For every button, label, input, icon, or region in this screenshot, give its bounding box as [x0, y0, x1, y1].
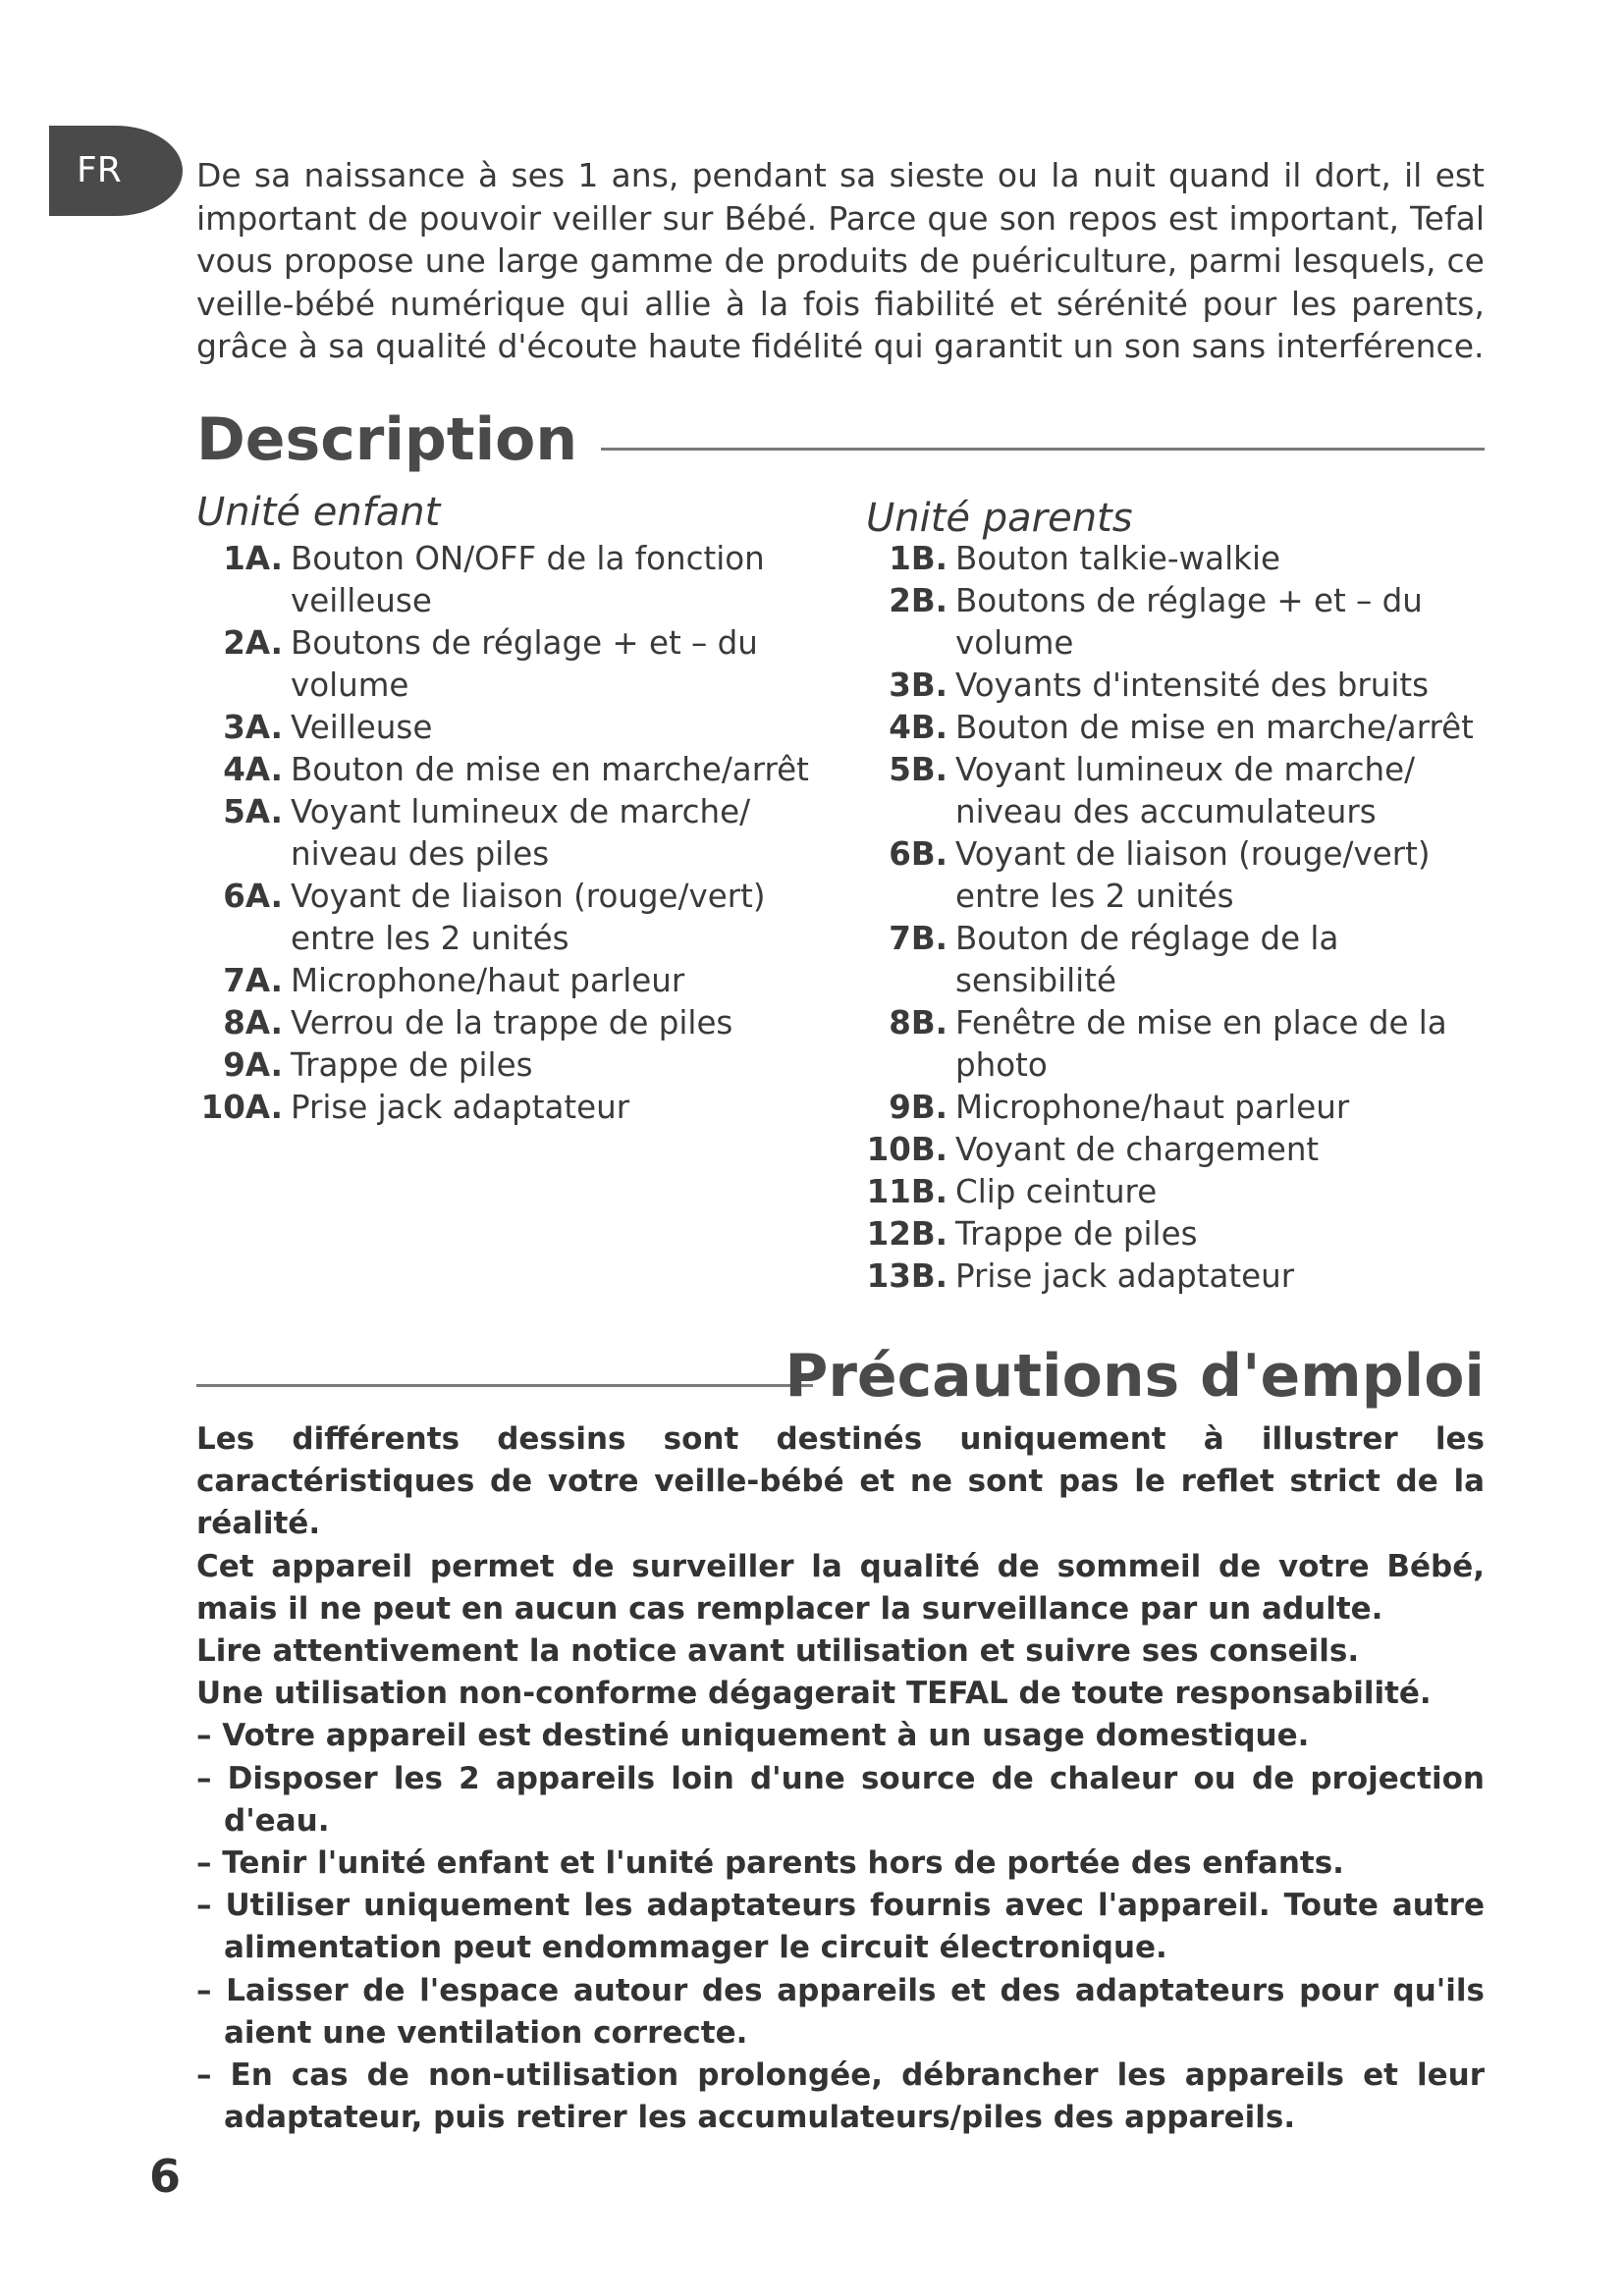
description-item — [196, 622, 825, 707]
description-item — [196, 749, 825, 791]
item-number: 11B. — [866, 1173, 947, 1210]
description-item — [859, 749, 1488, 833]
item-number: 10A. — [200, 1089, 283, 1126]
item-text: Voyant lumineux de marche/ niveau des accumulateurs — [955, 751, 1416, 830]
description-item — [196, 707, 825, 749]
description-item — [196, 538, 825, 622]
item-text: Bouton talkie-walkie — [955, 540, 1280, 577]
description-item — [859, 1213, 1488, 1255]
item-number: 13B. — [866, 1257, 947, 1295]
description-item — [196, 1044, 825, 1087]
description-rule — [601, 448, 1485, 451]
precautions-body — [196, 1418, 1485, 2139]
parent-unit-title: Unité parents — [866, 496, 1133, 541]
precaution-bullet: – Tenir l'unité enfant et l'unité parents hors de portée des enfants. — [196, 1845, 1344, 1882]
description-item — [859, 1129, 1488, 1171]
item-text: Microphone/haut parleur — [291, 962, 685, 999]
item-text: Veilleuse — [291, 709, 433, 746]
item-number: 6A. — [223, 878, 283, 915]
item-number: 4B. — [889, 709, 947, 746]
precautions-heading: Précautions d'emploi — [785, 1342, 1485, 1411]
description-heading: Description — [196, 405, 578, 474]
item-number: 3A. — [223, 709, 283, 746]
item-number: 5A. — [223, 793, 283, 830]
item-text: Voyant lumineux de marche/ niveau des piles — [291, 793, 751, 873]
precaution-paragraph: Une utilisation non-conforme dégagerait TEFAL de toute responsabilité. — [196, 1676, 1432, 1712]
item-number: 3B. — [889, 667, 947, 704]
item-text: Bouton de mise en marche/arrêt — [291, 751, 809, 788]
description-item — [859, 1255, 1488, 1298]
parent-unit-list — [859, 538, 1488, 1298]
item-text: Bouton de mise en marche/arrêt — [955, 709, 1474, 746]
description-item — [859, 665, 1488, 707]
item-text: Prise jack adaptateur — [955, 1257, 1295, 1295]
precaution-paragraph: Lire attentivement la notice avant utilisation et suivre ses conseils. — [196, 1633, 1360, 1670]
item-number: 2A. — [223, 624, 283, 662]
description-item — [859, 1087, 1488, 1129]
precaution-bullet: – En cas de non-utilisation prolongée, débrancher les appareils et leur adaptateur, puis retirer les accumulateurs/piles des appareils. — [196, 2057, 1485, 2136]
description-item — [859, 707, 1488, 749]
precautions-rule — [196, 1384, 813, 1387]
item-text: Boutons de réglage + et – du volume — [955, 582, 1423, 662]
item-text: Voyants d'intensité des bruits — [955, 667, 1430, 704]
description-item — [196, 876, 825, 960]
description-item — [196, 1087, 825, 1129]
item-number: 10B. — [866, 1131, 947, 1168]
item-text: Boutons de réglage + et – du volume — [291, 624, 758, 704]
description-item — [859, 833, 1488, 918]
description-item — [859, 1171, 1488, 1213]
description-item — [859, 538, 1488, 580]
item-text: Bouton de réglage de la sensibilité — [955, 920, 1339, 999]
item-number: 1B. — [889, 540, 947, 577]
page-number: 6 — [149, 2150, 182, 2203]
item-number: 7B. — [889, 920, 947, 957]
item-number: 1A. — [223, 540, 283, 577]
item-number: 4A. — [223, 751, 283, 788]
precaution-bullet: – Disposer les 2 appareils loin d'une source de chaleur ou de projection d'eau. — [196, 1760, 1485, 1839]
item-number: 9A. — [223, 1046, 283, 1084]
description-item — [196, 791, 825, 876]
precaution-bullet: – Utiliser uniquement les adaptateurs fournis avec l'appareil. Toute autre alimentation peut endommager le circuit électronique. — [196, 1888, 1485, 1966]
item-number: 5B. — [889, 751, 947, 788]
precaution-bullet: – Votre appareil est destiné uniquement à un usage domestique. — [196, 1718, 1310, 1754]
item-text: Bouton ON/OFF de la fonction veilleuse — [291, 540, 765, 619]
language-tab: FR — [49, 126, 183, 216]
item-text: Prise jack adaptateur — [291, 1089, 630, 1126]
item-text: Voyant de liaison (rouge/vert) entre les 2 unités — [955, 835, 1431, 915]
item-number: 6B. — [889, 835, 947, 873]
item-number: 8B. — [889, 1004, 947, 1041]
description-item — [859, 580, 1488, 665]
description-item — [859, 1002, 1488, 1087]
item-text: Trappe de piles — [291, 1046, 533, 1084]
item-text: Clip ceinture — [955, 1173, 1158, 1210]
intro-paragraph: De sa naissance à ses 1 ans, pendant sa sieste ou la nuit quand il dort, il est important de pouvoir veiller sur Bébé. Parce que son repos est important, Tefal vous propose une large gamme de produits de puériculture, parmi lesquels, ce veille-bébé numérique qui allie à la fois fiabilité et sérénité pour les parents, grâce à sa qualité d'écoute haute fidélité qui garantit un son sans interférence. — [196, 156, 1485, 365]
description-item — [196, 960, 825, 1002]
item-number: 9B. — [889, 1089, 947, 1126]
item-text: Trappe de piles — [955, 1215, 1198, 1253]
child-unit-list — [196, 538, 825, 1129]
item-number: 2B. — [889, 582, 947, 619]
item-number: 8A. — [223, 1004, 283, 1041]
description-item — [859, 918, 1488, 1002]
child-unit-title: Unité enfant — [196, 490, 441, 535]
item-text: Verrou de la trappe de piles — [291, 1004, 733, 1041]
item-text: Microphone/haut parleur — [955, 1089, 1350, 1126]
precaution-paragraph: Les différents dessins sont destinés uniquement à illustrer les caractéristiques de votre veille-bébé et ne sont pas le reflet strict de la réalité. — [196, 1421, 1485, 1542]
item-text: Voyant de chargement — [955, 1131, 1320, 1168]
precaution-paragraph: Cet appareil permet de surveiller la qualité de sommeil de votre Bébé, mais il ne peut en aucun cas remplacer la surveillance par un adulte. — [196, 1548, 1485, 1627]
item-text: Fenêtre de mise en place de la photo — [955, 1004, 1447, 1084]
precaution-bullet: – Laisser de l'espace autour des appareils et des adaptateurs pour qu'ils aient une ventilation correcte. — [196, 1972, 1485, 2051]
description-item — [196, 1002, 825, 1044]
item-number: 7A. — [223, 962, 283, 999]
item-number: 12B. — [866, 1215, 947, 1253]
item-text: Voyant de liaison (rouge/vert) entre les 2 unités — [291, 878, 766, 957]
